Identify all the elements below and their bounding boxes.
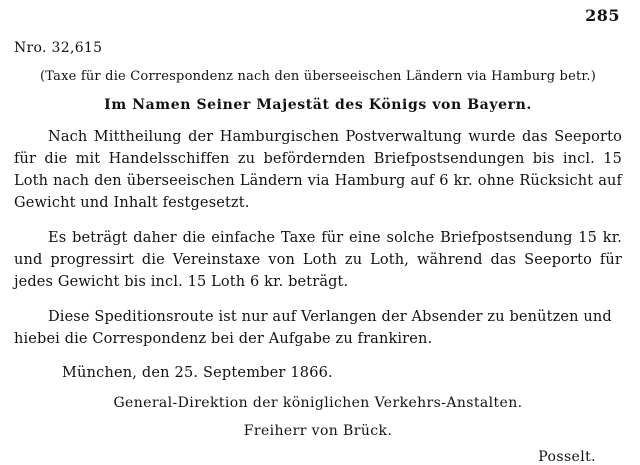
document-number: Nro. 32,615	[14, 40, 103, 56]
body-paragraph-1: Nach Mittheilung der Hamburgischen Postverwaltung wurde das Seeporto für die mit Handelsschiffen zu befördernden Briefpostsendungen bis incl. 15 Loth nach den überseeischen Ländern via Hamburg auf 6 kr. ohne Rücksicht auf Gewicht und Inhalt festgesetzt.	[14, 129, 622, 212]
signature-name: Freiherr von Brück.	[243, 423, 393, 440]
issuing-authority: General-Direktion der königlichen Verkehrs-Anstalten.	[113, 395, 523, 412]
page-number: 285	[585, 6, 620, 25]
subject-line: (Taxe für die Correspondenz nach den überseeischen Ländern via Hamburg betr.)	[40, 69, 596, 84]
body-paragraph-2: Es beträgt daher die einfache Taxe für eine solche Briefpostsendung 15 kr. und progressirt die Vereinstaxe von Loth zu Loth, während das Seeporto für jedes Gewicht bis incl. 15 Loth 6 kr. beträgt.	[14, 230, 622, 291]
countersignature-name: Posselt.	[538, 449, 596, 465]
date-line: München, den 25. September 1866.	[62, 365, 333, 382]
body-paragraph-3: Diese Speditionsroute ist nur auf Verlangen der Absender zu benützen und hiebei die Correspondenz bei der Aufgabe zu frankiren.	[14, 309, 612, 348]
document-heading: Im Namen Seiner Majestät des Königs von Bayern.	[104, 97, 532, 113]
